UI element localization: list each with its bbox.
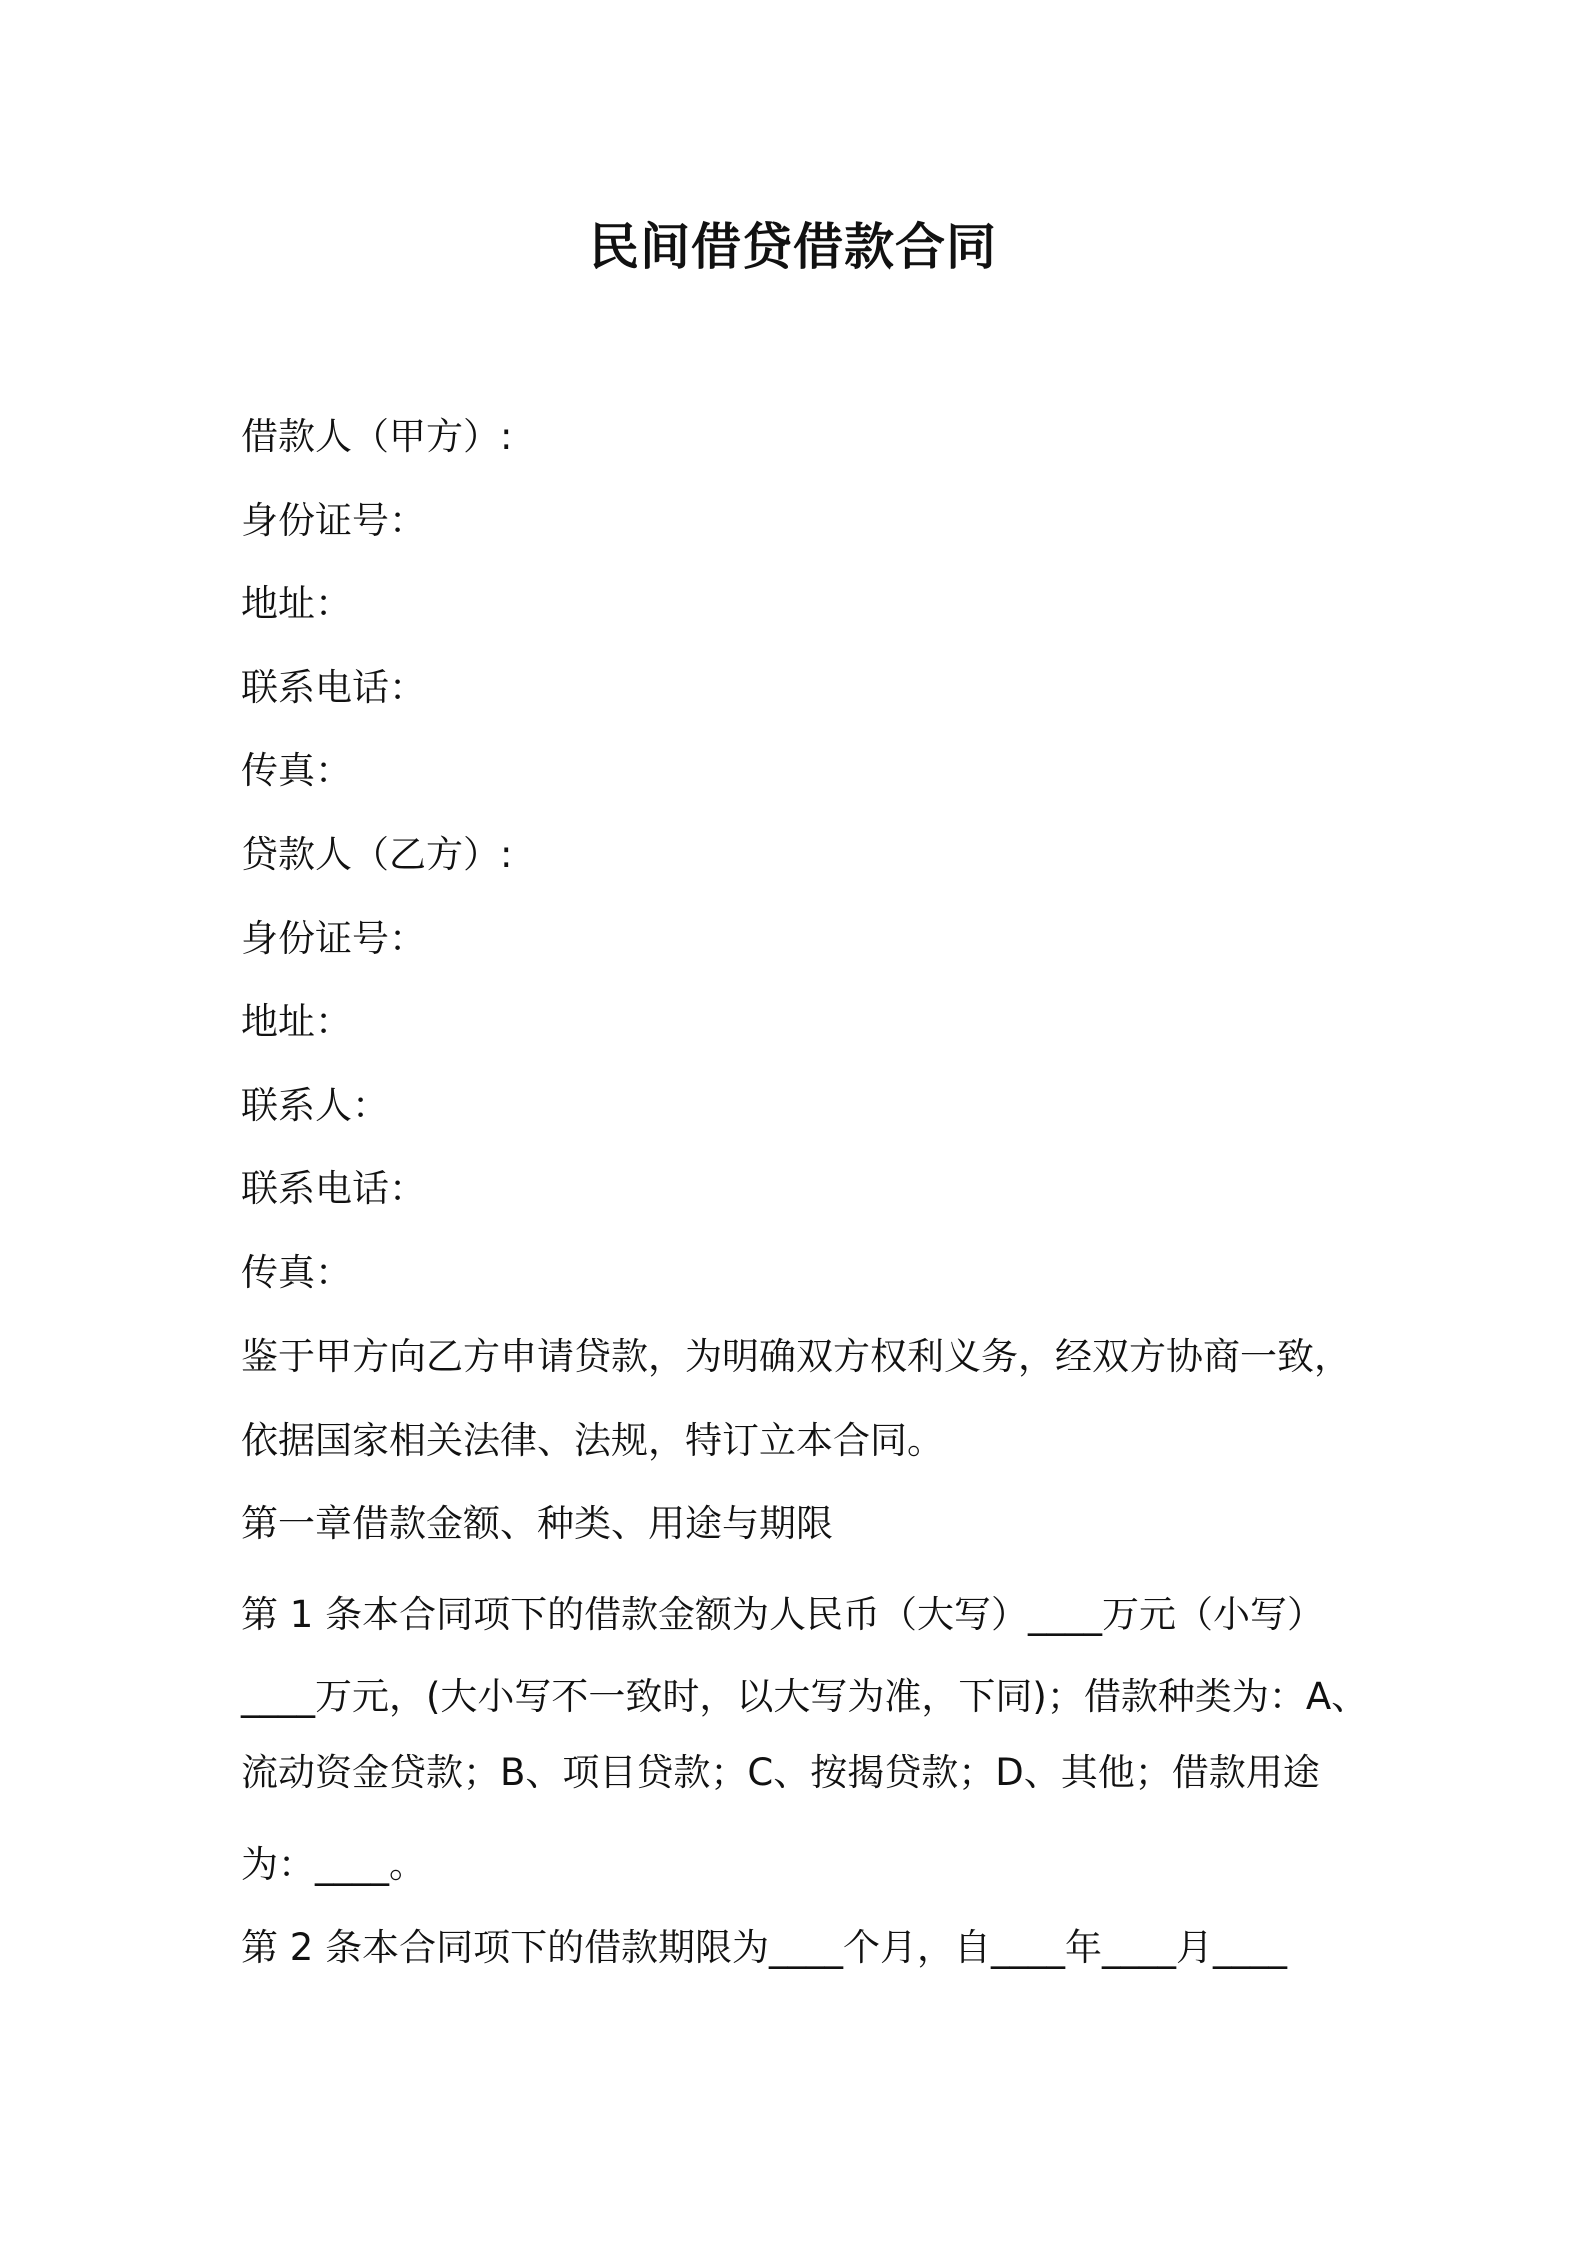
- lender-id-label: 身份证号：: [241, 917, 426, 960]
- borrower-fax-label: 传真：: [241, 749, 352, 792]
- lender-fax-label: 传真：: [241, 1251, 352, 1294]
- borrower-label: 借款人（甲方）:: [241, 415, 513, 458]
- document-title: 民间借贷借款合同: [589, 218, 997, 276]
- article-1-line: 第 1 条本合同项下的借款金额为人民币（大写）____万元（小写）: [241, 1593, 1325, 1636]
- article-1-line: 为：____。: [241, 1843, 426, 1886]
- article-2-line: 第 2 条本合同项下的借款期限为____个月，自____年____月____: [241, 1926, 1288, 1969]
- borrower-id-label: 身份证号：: [241, 499, 426, 542]
- borrower-address-label: 地址：: [241, 582, 352, 625]
- preamble-line: 依据国家相关法律、法规，特订立本合同。: [241, 1419, 944, 1462]
- lender-phone-label: 联系电话：: [241, 1167, 426, 1210]
- lender-contact-label: 联系人：: [241, 1084, 389, 1127]
- article-1-line: 流动资金贷款；B、项目贷款；C、按揭贷款；D、其他；借款用途: [241, 1751, 1320, 1794]
- article-1-line: ____万元，(大小写不一致时，以大写为准，下同)；借款种类为：A、: [241, 1675, 1369, 1718]
- borrower-phone-label: 联系电话：: [241, 666, 426, 709]
- chapter-heading: 第一章借款金额、种类、用途与期限: [241, 1502, 833, 1545]
- lender-address-label: 地址：: [241, 1000, 352, 1043]
- lender-label: 贷款人（乙方）:: [241, 833, 513, 876]
- preamble-line: 鉴于甲方向乙方申请贷款，为明确双方权利义务，经双方协商一致，: [241, 1335, 1351, 1378]
